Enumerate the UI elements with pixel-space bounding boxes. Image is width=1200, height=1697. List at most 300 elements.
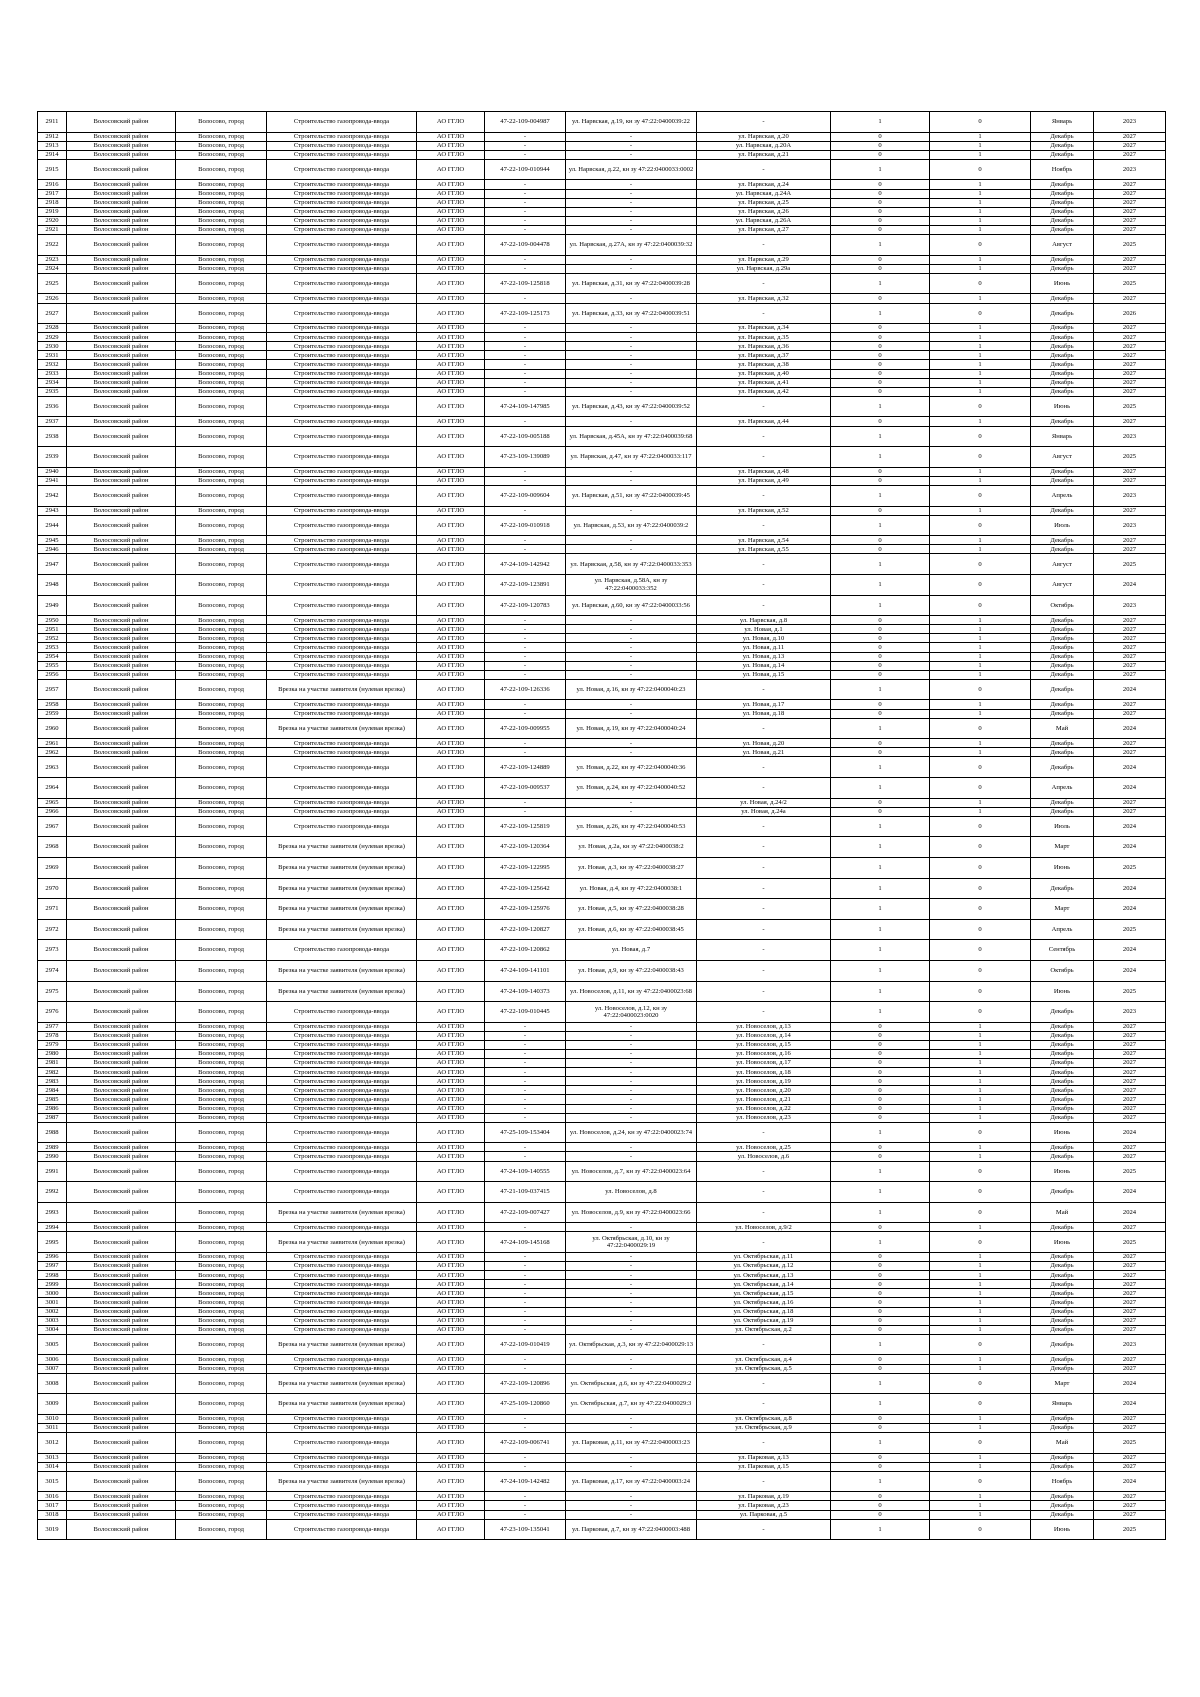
planned-address-cell: ул. Нарвская, д.42 — [697, 387, 831, 396]
row-number: 3002 — [38, 1307, 67, 1316]
request-count-cell: 0 — [831, 1355, 930, 1364]
row-number: 2982 — [38, 1068, 67, 1077]
planned-address-cell: ул. Нарвская, д.34 — [697, 324, 831, 333]
organization-cell: АО ГГЛО — [417, 1492, 485, 1501]
request-number-cell: - — [485, 1355, 566, 1364]
organization-cell: АО ГГЛО — [417, 536, 485, 545]
row-number: 2917 — [38, 189, 67, 198]
year-cell: 2024 — [1094, 777, 1166, 798]
object-address-cell: ул. Новоселов, д.8 — [566, 1182, 697, 1203]
planned-address-cell: ул. Октябрьская, д.15 — [697, 1289, 831, 1298]
planned-address-cell: ул. Нарвская, д.37 — [697, 351, 831, 360]
month-cell: Август — [1031, 574, 1094, 595]
settlement-cell: Волосово, город — [176, 198, 267, 207]
planned-address-cell: - — [697, 485, 831, 506]
month-cell: Май — [1031, 1202, 1094, 1223]
settlement-cell: Волосово, город — [176, 1432, 267, 1453]
organization-cell: АО ГГЛО — [417, 940, 485, 961]
month-cell: Декабрь — [1031, 180, 1094, 189]
organization-cell: АО ГГЛО — [417, 981, 485, 1002]
settlement-cell: Волосово, город — [176, 700, 267, 709]
row-number: 2939 — [38, 447, 67, 468]
request-number-cell: - — [485, 1143, 566, 1152]
table-row — [38, 1462, 1166, 1471]
work-type-cell: Строительство газопровода-ввода — [267, 1002, 417, 1023]
object-address-cell: - — [566, 798, 697, 807]
district-cell: Волосовский район — [67, 718, 176, 739]
table-row — [38, 360, 1166, 369]
object-address-cell: - — [566, 294, 697, 303]
object-address-cell: - — [566, 1113, 697, 1122]
table-row — [38, 1152, 1166, 1161]
row-number: 3006 — [38, 1355, 67, 1364]
district-cell: Волосовский район — [67, 387, 176, 396]
row-number: 2954 — [38, 652, 67, 661]
table-row — [38, 369, 1166, 378]
request-number-cell: 47-22-109-126336 — [485, 679, 566, 700]
table-row — [38, 515, 1166, 536]
planned-count-cell: 1 — [930, 700, 1031, 709]
planned-address-cell: ул. Парковая, д.23 — [697, 1501, 831, 1510]
planned-address-cell: - — [697, 1002, 831, 1023]
table-row — [38, 670, 1166, 679]
object-address-cell: ул. Нарвская, д.27А, кн зу 47:22:0400039:32 — [566, 235, 697, 256]
year-cell: 2027 — [1094, 1423, 1166, 1432]
year-cell: 2024 — [1094, 1373, 1166, 1394]
month-cell: Октябрь — [1031, 595, 1094, 616]
year-cell: 2023 — [1094, 159, 1166, 180]
request-number-cell: - — [485, 342, 566, 351]
settlement-cell: Волосово, город — [176, 1040, 267, 1049]
table-row — [38, 1143, 1166, 1152]
year-cell: 2024 — [1094, 899, 1166, 920]
object-address-cell: - — [566, 1022, 697, 1031]
row-number: 2983 — [38, 1077, 67, 1086]
request-count-cell: 1 — [831, 485, 930, 506]
settlement-cell: Волосово, город — [176, 467, 267, 476]
object-address-cell: ул. Новоселов, д.11, кн зу 47:22:0400023:68 — [566, 981, 697, 1002]
row-number: 2970 — [38, 878, 67, 899]
settlement-cell: Волосово, город — [176, 634, 267, 643]
request-number-cell: - — [485, 180, 566, 189]
planned-count-cell: 1 — [930, 1364, 1031, 1373]
row-number: 2934 — [38, 378, 67, 387]
row-number: 3007 — [38, 1364, 67, 1373]
year-cell: 2027 — [1094, 1462, 1166, 1471]
planned-count-cell: 0 — [930, 396, 1031, 417]
year-cell: 2027 — [1094, 198, 1166, 207]
district-cell: Волосовский район — [67, 1453, 176, 1462]
year-cell: 2027 — [1094, 1262, 1166, 1271]
work-type-cell: Врезка на участке заявителя (нулевая врезка) — [267, 1394, 417, 1415]
table-row — [38, 857, 1166, 878]
year-cell: 2024 — [1094, 1394, 1166, 1415]
year-cell: 2025 — [1094, 554, 1166, 575]
settlement-cell: Волосово, город — [176, 417, 267, 426]
work-type-cell: Врезка на участке заявителя (нулевая врезка) — [267, 1373, 417, 1394]
work-type-cell: Строительство газопровода-ввода — [267, 351, 417, 360]
request-count-cell: 0 — [831, 748, 930, 757]
month-cell: Декабрь — [1031, 1423, 1094, 1432]
work-type-cell: Строительство газопровода-ввода — [267, 189, 417, 198]
table-row — [38, 417, 1166, 426]
district-cell: Волосовский район — [67, 574, 176, 595]
planned-count-cell: 1 — [930, 1086, 1031, 1095]
table-row — [38, 1414, 1166, 1423]
district-cell: Волосовский район — [67, 634, 176, 643]
settlement-cell: Волосово, город — [176, 739, 267, 748]
month-cell: Декабрь — [1031, 616, 1094, 625]
table-row — [38, 485, 1166, 506]
year-cell: 2027 — [1094, 1059, 1166, 1068]
organization-cell: АО ГГЛО — [417, 1262, 485, 1271]
planned-address-cell: ул. Октябрьская, д.5 — [697, 1364, 831, 1373]
organization-cell: АО ГГЛО — [417, 634, 485, 643]
planned-address-cell: ул. Парковая, д.5 — [697, 1510, 831, 1519]
table-row — [38, 333, 1166, 342]
planned-address-cell: ул. Нарвская, д.20А — [697, 141, 831, 150]
organization-cell: АО ГГЛО — [417, 595, 485, 616]
year-cell: 2024 — [1094, 679, 1166, 700]
request-number-cell: - — [485, 748, 566, 757]
request-number-cell: - — [485, 1325, 566, 1334]
year-cell: 2027 — [1094, 342, 1166, 351]
object-address-cell: - — [566, 1095, 697, 1104]
month-cell: Декабрь — [1031, 748, 1094, 757]
month-cell: Декабрь — [1031, 798, 1094, 807]
year-cell: 2027 — [1094, 616, 1166, 625]
request-number-cell: 47-22-109-125818 — [485, 273, 566, 294]
district-cell: Волосовский район — [67, 342, 176, 351]
table-row — [38, 112, 1166, 133]
planned-count-cell: 0 — [930, 303, 1031, 324]
work-type-cell: Строительство газопровода-ввода — [267, 150, 417, 159]
month-cell: Декабрь — [1031, 255, 1094, 264]
table-row — [38, 919, 1166, 940]
planned-address-cell: ул. Нарвская, д.27 — [697, 225, 831, 234]
request-number-cell: - — [485, 1492, 566, 1501]
month-cell: Декабрь — [1031, 1316, 1094, 1325]
year-cell: 2027 — [1094, 476, 1166, 485]
planned-address-cell: ул. Октябрьская, д.2 — [697, 1325, 831, 1334]
request-count-cell: 1 — [831, 554, 930, 575]
object-address-cell: - — [566, 342, 697, 351]
planned-address-cell: ул. Парковая, д.13 — [697, 1453, 831, 1462]
row-number: 2977 — [38, 1022, 67, 1031]
row-number: 2972 — [38, 919, 67, 940]
request-count-cell: 1 — [831, 1519, 930, 1540]
year-cell: 2024 — [1094, 1122, 1166, 1143]
request-number-cell: 47-22-109-004987 — [485, 112, 566, 133]
work-type-cell: Врезка на участке заявителя (нулевая врезка) — [267, 718, 417, 739]
year-cell: 2027 — [1094, 700, 1166, 709]
table-row — [38, 807, 1166, 816]
table-row — [38, 554, 1166, 575]
month-cell: Май — [1031, 1432, 1094, 1453]
work-type-cell: Строительство газопровода-ввода — [267, 1113, 417, 1122]
request-count-cell: 0 — [831, 333, 930, 342]
request-count-cell: 0 — [831, 536, 930, 545]
planned-count-cell: 1 — [930, 1423, 1031, 1432]
request-count-cell: 0 — [831, 807, 930, 816]
request-count-cell: 0 — [831, 1414, 930, 1423]
district-cell: Волосовский район — [67, 112, 176, 133]
work-type-cell: Строительство газопровода-ввода — [267, 294, 417, 303]
work-type-cell: Строительство газопровода-ввода — [267, 1262, 417, 1271]
request-number-cell: - — [485, 387, 566, 396]
district-cell: Волосовский район — [67, 1394, 176, 1415]
work-type-cell: Строительство газопровода-ввода — [267, 1152, 417, 1161]
organization-cell: АО ГГЛО — [417, 1432, 485, 1453]
district-cell: Волосовский район — [67, 273, 176, 294]
year-cell: 2027 — [1094, 634, 1166, 643]
month-cell: Декабрь — [1031, 679, 1094, 700]
settlement-cell: Волосово, город — [176, 1182, 267, 1203]
request-number-cell: 47-22-109-125173 — [485, 303, 566, 324]
request-count-cell: 1 — [831, 1373, 930, 1394]
request-number-cell: 47-25-109-153404 — [485, 1122, 566, 1143]
planned-address-cell: ул. Нарвская, д.36 — [697, 342, 831, 351]
month-cell: Декабрь — [1031, 1223, 1094, 1232]
request-number-cell: 47-22-109-009955 — [485, 718, 566, 739]
request-count-cell: 0 — [831, 798, 930, 807]
request-count-cell: 0 — [831, 360, 930, 369]
object-address-cell: - — [566, 198, 697, 207]
organization-cell: АО ГГЛО — [417, 1113, 485, 1122]
request-count-cell: 0 — [831, 1022, 930, 1031]
request-count-cell: 0 — [831, 709, 930, 718]
district-cell: Волосовский район — [67, 661, 176, 670]
row-number: 2918 — [38, 198, 67, 207]
work-type-cell: Строительство газопровода-ввода — [267, 426, 417, 447]
planned-count-cell: 1 — [930, 652, 1031, 661]
organization-cell: АО ГГЛО — [417, 1462, 485, 1471]
district-cell: Волосовский район — [67, 1161, 176, 1182]
planned-count-cell: 1 — [930, 1059, 1031, 1068]
request-count-cell: 0 — [831, 378, 930, 387]
request-count-cell: 1 — [831, 515, 930, 536]
request-number-cell: 47-24-109-142482 — [485, 1471, 566, 1492]
request-number-cell: 47-22-109-120862 — [485, 940, 566, 961]
work-type-cell: Строительство газопровода-ввода — [267, 417, 417, 426]
row-number: 3005 — [38, 1334, 67, 1355]
request-count-cell: 1 — [831, 1232, 930, 1253]
month-cell: Декабрь — [1031, 351, 1094, 360]
organization-cell: АО ГГЛО — [417, 739, 485, 748]
object-address-cell: - — [566, 1453, 697, 1462]
month-cell: Ноябрь — [1031, 159, 1094, 180]
work-type-cell: Строительство газопровода-ввода — [267, 1223, 417, 1232]
district-cell: Волосовский район — [67, 545, 176, 554]
object-address-cell: - — [566, 1325, 697, 1334]
planned-count-cell: 1 — [930, 1510, 1031, 1519]
settlement-cell: Волосово, город — [176, 1002, 267, 1023]
planned-count-cell: 1 — [930, 216, 1031, 225]
table-row — [38, 198, 1166, 207]
table-row — [38, 709, 1166, 718]
table-row — [38, 141, 1166, 150]
row-number: 2964 — [38, 777, 67, 798]
table-row — [38, 1501, 1166, 1510]
planned-count-cell: 1 — [930, 189, 1031, 198]
work-type-cell: Строительство газопровода-ввода — [267, 777, 417, 798]
month-cell: Декабрь — [1031, 1143, 1094, 1152]
row-number: 2943 — [38, 506, 67, 515]
request-number-cell: - — [485, 807, 566, 816]
month-cell: Декабрь — [1031, 652, 1094, 661]
table-row — [38, 940, 1166, 961]
planned-count-cell: 1 — [930, 387, 1031, 396]
settlement-cell: Волосово, город — [176, 324, 267, 333]
year-cell: 2027 — [1094, 536, 1166, 545]
row-number: 2925 — [38, 273, 67, 294]
request-number-cell: - — [485, 1271, 566, 1280]
object-address-cell: - — [566, 1059, 697, 1068]
request-number-cell: - — [485, 150, 566, 159]
request-number-cell: - — [485, 652, 566, 661]
table-row — [38, 634, 1166, 643]
year-cell: 2027 — [1094, 1364, 1166, 1373]
year-cell: 2027 — [1094, 1325, 1166, 1334]
settlement-cell: Волосово, город — [176, 554, 267, 575]
object-address-cell: ул. Новая, д.24, кн зу 47:22:0400040:52 — [566, 777, 697, 798]
row-number: 2979 — [38, 1040, 67, 1049]
table-row — [38, 1271, 1166, 1280]
work-type-cell: Врезка на участке заявителя (нулевая врезка) — [267, 960, 417, 981]
month-cell: Декабрь — [1031, 670, 1094, 679]
planned-address-cell: ул. Октябрьская, д.13 — [697, 1271, 831, 1280]
planned-address-cell: - — [697, 574, 831, 595]
year-cell: 2027 — [1094, 1510, 1166, 1519]
request-count-cell: 0 — [831, 506, 930, 515]
settlement-cell: Волосово, город — [176, 189, 267, 198]
planned-count-cell: 1 — [930, 807, 1031, 816]
request-count-cell: 0 — [831, 264, 930, 273]
settlement-cell: Волосово, город — [176, 264, 267, 273]
district-cell: Волосовский район — [67, 324, 176, 333]
planned-address-cell: ул. Новая, д.21 — [697, 748, 831, 757]
request-count-cell: 1 — [831, 679, 930, 700]
year-cell: 2027 — [1094, 467, 1166, 476]
settlement-cell: Волосово, город — [176, 369, 267, 378]
object-address-cell: ул. Нарвская, д.19, кн зу 47:22:0400039:22 — [566, 112, 697, 133]
object-address-cell: - — [566, 476, 697, 485]
year-cell: 2024 — [1094, 718, 1166, 739]
table-row — [38, 1086, 1166, 1095]
planned-count-cell: 0 — [930, 816, 1031, 837]
planned-address-cell: - — [697, 816, 831, 837]
month-cell: Декабрь — [1031, 625, 1094, 634]
organization-cell: АО ГГЛО — [417, 625, 485, 634]
planned-address-cell: ул. Нарвская, д.44 — [697, 417, 831, 426]
planned-count-cell: 1 — [930, 333, 1031, 342]
object-address-cell: ул. Новая, д.4, кн зу 47:22:0400038:1 — [566, 878, 697, 899]
object-address-cell: ул. Октябрьская, д.3, кн зу 47:22:0400029:13 — [566, 1334, 697, 1355]
request-number-cell: - — [485, 333, 566, 342]
district-cell: Волосовский район — [67, 625, 176, 634]
request-number-cell: 47-22-109-010918 — [485, 515, 566, 536]
year-cell: 2027 — [1094, 1414, 1166, 1423]
planned-count-cell: 1 — [930, 1289, 1031, 1298]
request-number-cell: - — [485, 1223, 566, 1232]
work-type-cell: Строительство газопровода-ввода — [267, 1432, 417, 1453]
request-count-cell: 1 — [831, 595, 930, 616]
settlement-cell: Волосово, город — [176, 303, 267, 324]
planned-count-cell: 1 — [930, 1280, 1031, 1289]
district-cell: Волосовский район — [67, 1462, 176, 1471]
table-row — [38, 132, 1166, 141]
organization-cell: АО ГГЛО — [417, 264, 485, 273]
planned-count-cell: 1 — [930, 180, 1031, 189]
district-cell: Волосовский район — [67, 180, 176, 189]
planned-address-cell: ул. Октябрьская, д.16 — [697, 1298, 831, 1307]
planned-address-cell: - — [697, 515, 831, 536]
request-count-cell: 0 — [831, 616, 930, 625]
district-cell: Волосовский район — [67, 1202, 176, 1223]
district-cell: Волосовский район — [67, 1232, 176, 1253]
month-cell: Декабрь — [1031, 333, 1094, 342]
settlement-cell: Волосово, город — [176, 1104, 267, 1113]
settlement-cell: Волосово, город — [176, 150, 267, 159]
row-number: 2985 — [38, 1095, 67, 1104]
request-count-cell: 1 — [831, 1182, 930, 1203]
request-number-cell: - — [485, 1077, 566, 1086]
organization-cell: АО ГГЛО — [417, 342, 485, 351]
year-cell: 2025 — [1094, 981, 1166, 1002]
organization-cell: АО ГГЛО — [417, 1373, 485, 1394]
year-cell: 2027 — [1094, 333, 1166, 342]
district-cell: Волосовский район — [67, 777, 176, 798]
planned-address-cell: - — [697, 718, 831, 739]
request-number-cell: - — [485, 1113, 566, 1122]
district-cell: Волосовский район — [67, 837, 176, 858]
district-cell: Волосовский район — [67, 960, 176, 981]
object-address-cell: - — [566, 1262, 697, 1271]
row-number: 3017 — [38, 1501, 67, 1510]
month-cell: Январь — [1031, 426, 1094, 447]
row-number: 2916 — [38, 180, 67, 189]
request-number-cell: - — [485, 1316, 566, 1325]
organization-cell: АО ГГЛО — [417, 1280, 485, 1289]
district-cell: Волосовский район — [67, 709, 176, 718]
year-cell: 2027 — [1094, 255, 1166, 264]
settlement-cell: Волосово, город — [176, 1298, 267, 1307]
year-cell: 2023 — [1094, 515, 1166, 536]
organization-cell: АО ГГЛО — [417, 748, 485, 757]
planned-count-cell: 1 — [930, 625, 1031, 634]
district-cell: Волосовский район — [67, 700, 176, 709]
district-cell: Волосовский район — [67, 1289, 176, 1298]
row-number: 2978 — [38, 1031, 67, 1040]
request-number-cell: - — [485, 616, 566, 625]
year-cell: 2025 — [1094, 919, 1166, 940]
organization-cell: АО ГГЛО — [417, 679, 485, 700]
planned-address-cell: ул. Новая, д.20 — [697, 739, 831, 748]
organization-cell: АО ГГЛО — [417, 1152, 485, 1161]
row-number: 3014 — [38, 1462, 67, 1471]
work-type-cell: Строительство газопровода-ввода — [267, 1298, 417, 1307]
planned-address-cell: - — [697, 1232, 831, 1253]
planned-count-cell: 0 — [930, 1334, 1031, 1355]
request-count-cell: 1 — [831, 1471, 930, 1492]
district-cell: Волосовский район — [67, 506, 176, 515]
request-number-cell: 47-22-109-120896 — [485, 1373, 566, 1394]
planned-count-cell: 0 — [930, 1373, 1031, 1394]
month-cell: Декабрь — [1031, 757, 1094, 778]
month-cell: Декабрь — [1031, 1325, 1094, 1334]
work-type-cell: Строительство газопровода-ввода — [267, 1086, 417, 1095]
object-address-cell: - — [566, 1364, 697, 1373]
